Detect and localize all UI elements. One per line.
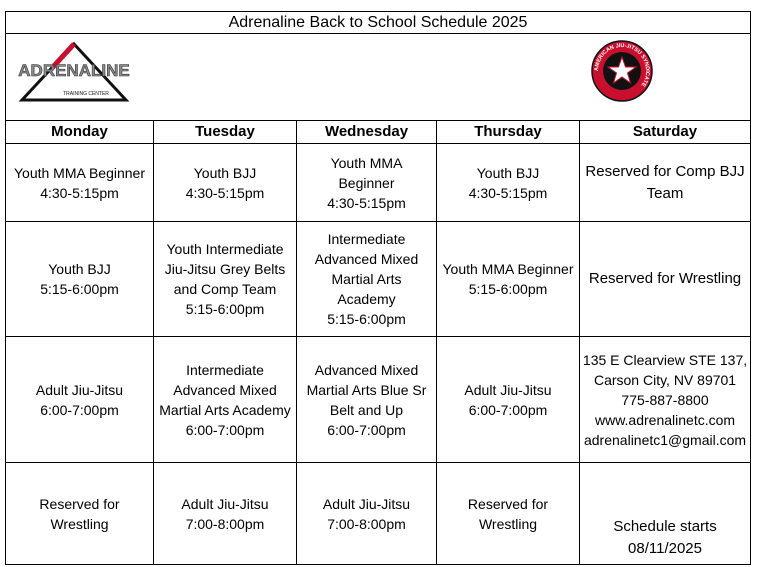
class-cell: Advanced Mixed Martial Arts Blue Sr Belt and Up 6:00-7:00pm (297, 337, 437, 463)
day-header-saturday: Saturday (580, 121, 751, 144)
class-cell: Adult Jiu-Jitsu 7:00-8:00pm (297, 463, 437, 565)
saturday-cell: Reserved for Comp BJJ Team (580, 144, 751, 222)
schedule-title: Adrenaline Back to School Schedule 2025 (6, 12, 751, 34)
table-row (6, 463, 751, 565)
saturday-cell: Reserved for Wrestling (580, 222, 751, 337)
day-header-monday: Monday (6, 121, 154, 144)
day-header-tuesday: Tuesday (154, 121, 297, 144)
class-cell: Adult Jiu-Jitsu 7:00-8:00pm (154, 463, 297, 565)
address-line: 135 E Clearview STE 137, (582, 351, 748, 368)
ajjs-logo (591, 40, 653, 102)
table-row (6, 337, 751, 463)
table-row (6, 222, 751, 337)
schedule-sheet (5, 11, 750, 565)
day-header-wednesday: Wednesday (297, 121, 437, 144)
adrenaline-subtitle: TRAINING CENTER (63, 91, 109, 97)
class-cell: Youth Intermediate Jiu-Jitsu Grey Belts and Comp Team 5:15-6:00pm (154, 222, 297, 337)
class-cell: Reserved for Wrestling (6, 463, 154, 565)
city-line: Carson City, NV 89701 (593, 371, 737, 388)
class-cell: Youth MMA Beginner 5:15-6:00pm (437, 222, 580, 337)
phone-number: 775-887-8800 (621, 391, 709, 408)
schedule-table (5, 11, 751, 565)
class-cell: Youth BJJ 4:30-5:15pm (437, 144, 580, 222)
contact-info-cell (580, 337, 751, 463)
class-cell: Intermediate Advanced Mixed Martial Arts Academy 5:15-6:00pm (297, 222, 437, 337)
adrenaline-logo (14, 40, 134, 104)
class-cell: Youth BJJ 5:15-6:00pm (6, 222, 154, 337)
class-cell: Youth BJJ 4:30-5:15pm (154, 144, 297, 222)
adrenaline-wordmark: ADRENALINE (18, 61, 130, 80)
schedule-start-cell: Schedule starts 08/11/2025 (580, 463, 751, 565)
table-row (6, 144, 751, 222)
class-cell: Reserved for Wrestling (437, 463, 580, 565)
ajjs-ring-text: AMERICAN JIU-JITSU SYNDICATE (593, 42, 651, 88)
class-cell: Youth MMA Beginner 4:30-5:15pm (297, 144, 437, 222)
email-link[interactable]: adrenalinetc1@gmail.com (583, 431, 747, 448)
class-cell: Adult Jiu-Jitsu 6:00-7:00pm (6, 337, 154, 463)
day-header-thursday: Thursday (437, 121, 580, 144)
class-cell: Intermediate Advanced Mixed Martial Arts Academy 6:00-7:00pm (154, 337, 297, 463)
class-cell: Youth MMA Beginner 4:30-5:15pm (6, 144, 154, 222)
website-link[interactable]: www.adrenalinetc.com (594, 411, 736, 428)
logo-banner (6, 34, 751, 121)
class-cell: Adult Jiu-Jitsu 6:00-7:00pm (437, 337, 580, 463)
